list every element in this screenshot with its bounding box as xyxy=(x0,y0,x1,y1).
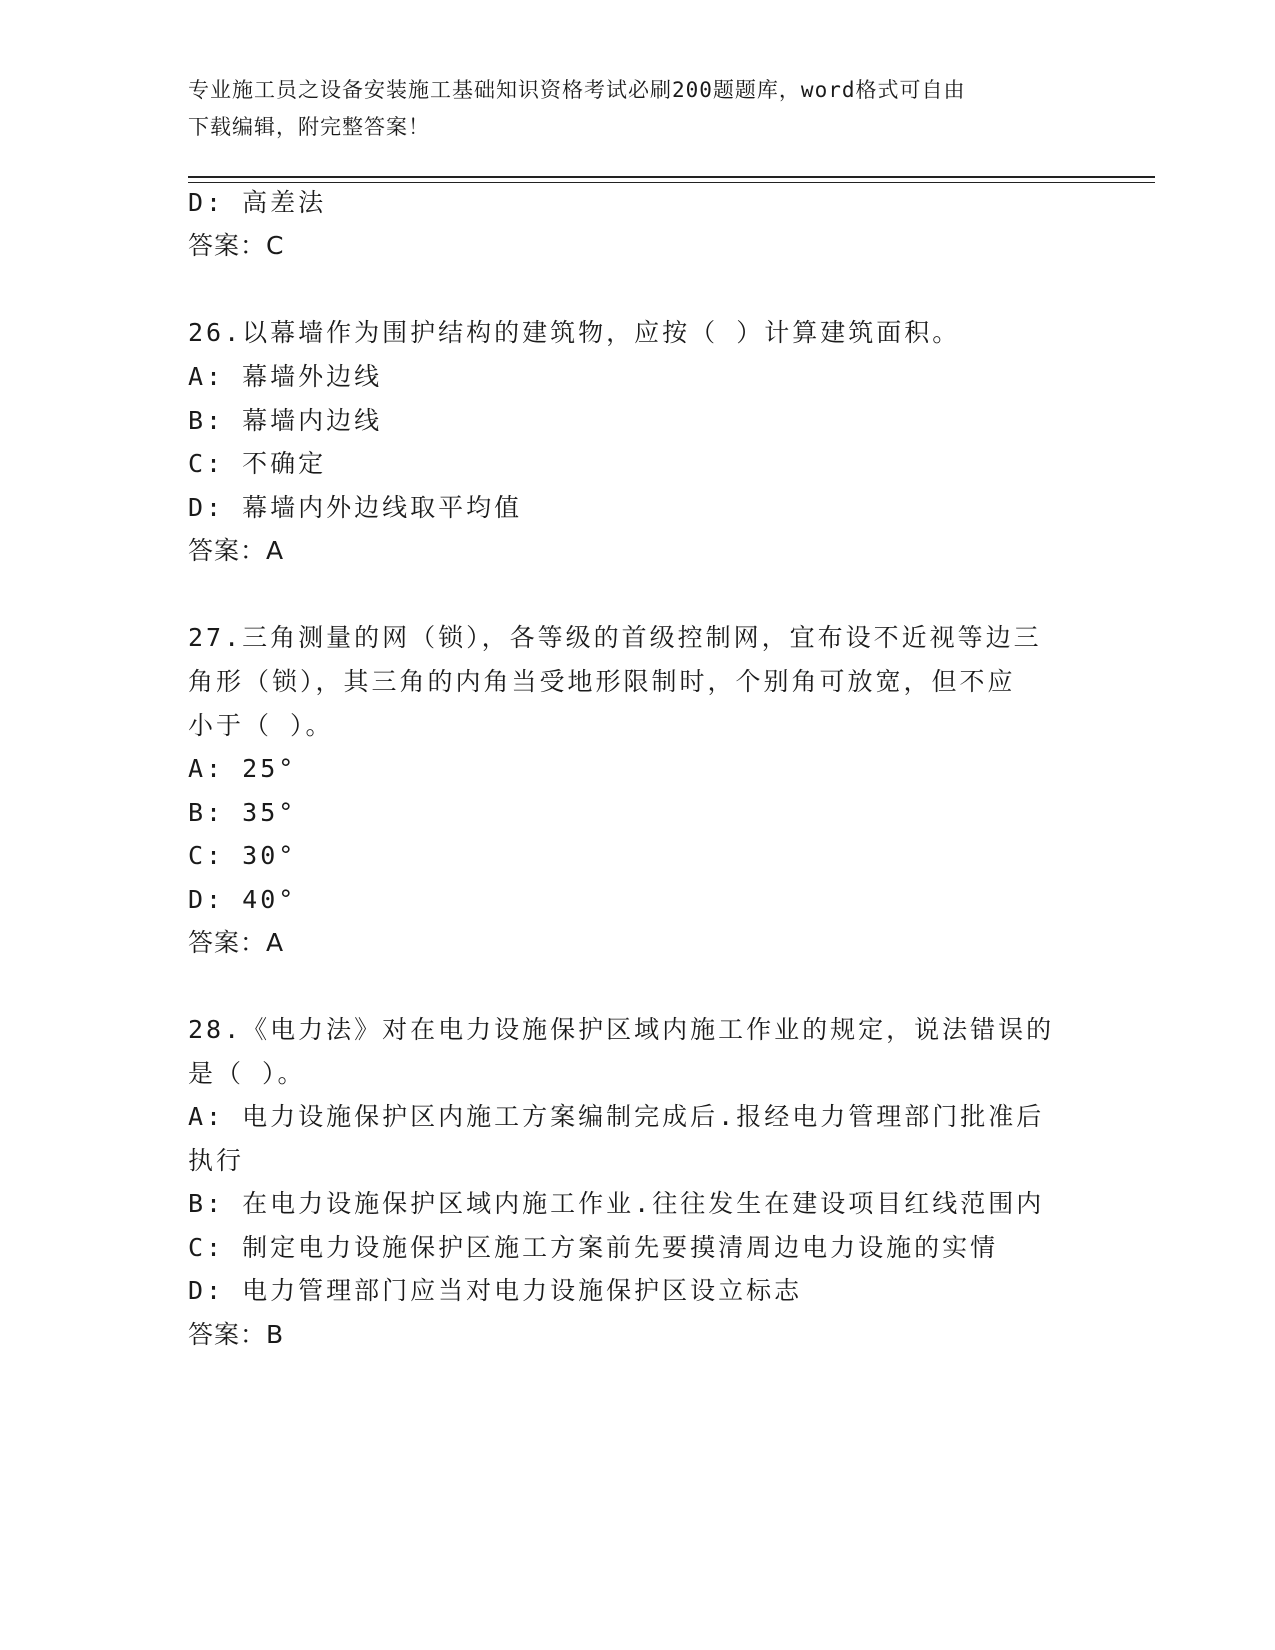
q26-stem-line-1: 26.以幕墙作为围护结构的建筑物，应按（ ）计算建筑面积。 xyxy=(188,318,961,347)
q28-stem-line-2: 是（ ）。 xyxy=(188,1059,306,1088)
q28-option-b: B: 在电力设施保护区域内施工作业.往往发生在建设项目红线范围内 xyxy=(188,1189,1045,1218)
q27-option-b: B: 35° xyxy=(188,798,297,827)
q27-stem-line-2: 角形（锁），其三角的内角当受地形限制时，个别角可放宽，但不应 xyxy=(188,667,1016,696)
q27-option-d: D: 40° xyxy=(188,885,297,914)
q26-answer: 答案：A xyxy=(188,536,285,565)
q26-option-b: B: 幕墙内边线 xyxy=(188,406,383,435)
q26-option-a: A: 幕墙外边线 xyxy=(188,362,383,391)
page-header xyxy=(188,72,1068,146)
q28-answer: 答案：B xyxy=(188,1320,285,1349)
header-line-1: 专业施工员之设备安装施工基础知识资格考试必刷200题题库，word格式可自由 xyxy=(188,78,966,102)
q28-option-c: C: 制定电力设施保护区施工方案前先要摸清周边电力设施的实情 xyxy=(188,1233,999,1262)
header-divider-thick xyxy=(188,176,1155,178)
q26-option-c: C: 不确定 xyxy=(188,449,327,478)
q27-stem-line-3: 小于（ ）。 xyxy=(188,711,334,740)
prev-option-d: D: 高差法 xyxy=(188,188,327,217)
q27-option-a: A: 25° xyxy=(188,754,297,783)
header-line-2: 下载编辑，附完整答案！ xyxy=(188,115,430,139)
q26-option-d: D: 幕墙内外边线取平均值 xyxy=(188,493,523,522)
q27-stem-line-1: 27.三角测量的网（锁），各等级的首级控制网，宜布设不近视等边三 xyxy=(188,623,1042,652)
q28-stem-line-1: 28.《电力法》对在电力设施保护区域内施工作业的规定，说法错误的 xyxy=(188,1015,1055,1044)
header-divider-thin xyxy=(188,182,1155,183)
q28-option-a-cont: 执行 xyxy=(188,1146,245,1175)
q27-answer: 答案：A xyxy=(188,928,285,957)
q27-option-c: C: 30° xyxy=(188,841,297,870)
q28-option-d: D: 电力管理部门应当对电力设施保护区设立标志 xyxy=(188,1276,803,1305)
q28-option-a: A: 电力设施保护区内施工方案编制完成后.报经电力管理部门批准后 xyxy=(188,1102,1045,1131)
prev-answer: 答案：C xyxy=(188,231,285,260)
